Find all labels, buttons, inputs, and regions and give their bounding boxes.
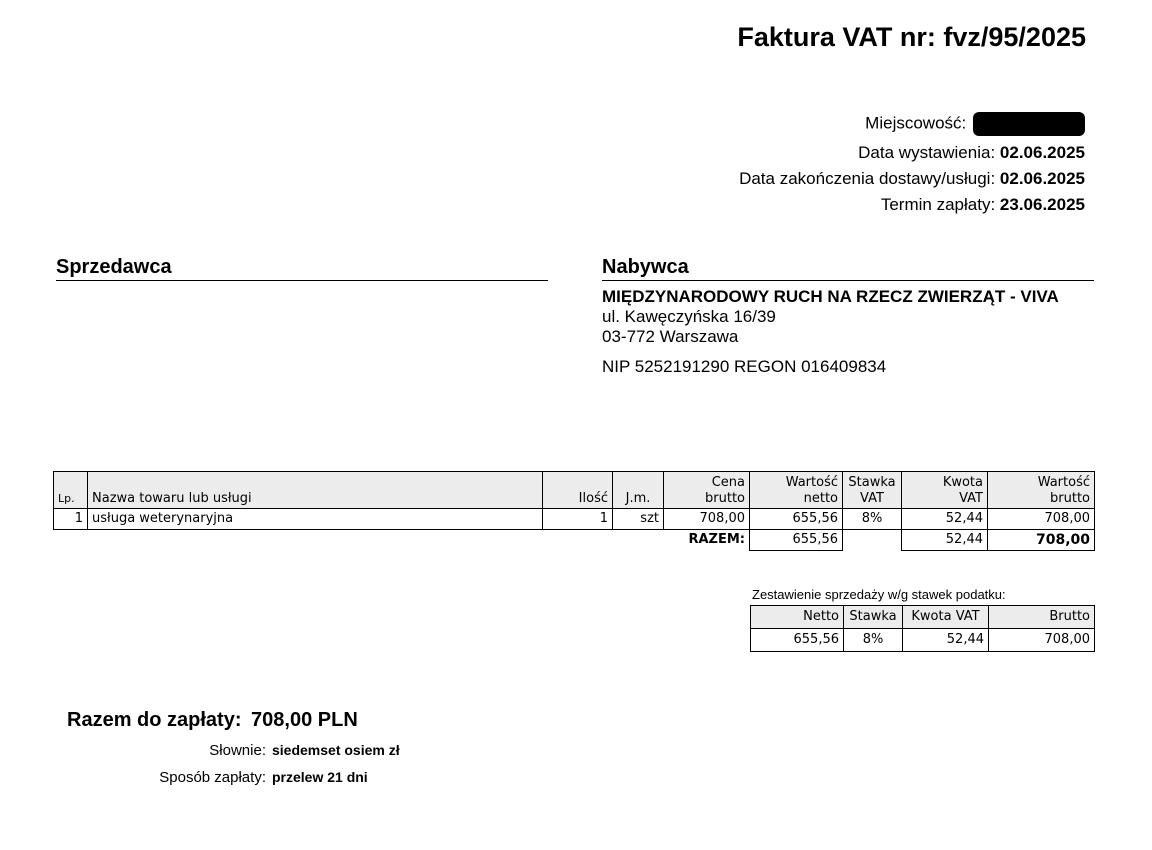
due-date-value: 23.06.2025	[999, 195, 1085, 214]
row-gross: 708,00	[988, 509, 1095, 530]
col-gross	[988, 472, 1095, 509]
redacted-place	[973, 112, 1085, 136]
col-vat-line1: Kwota	[942, 475, 983, 490]
issue-date-label: Data wystawienia:	[858, 143, 996, 162]
summary-col-vat: Kwota VAT	[903, 606, 989, 629]
row-unit: szt	[613, 509, 664, 530]
col-gross-line1: Wartość	[1037, 475, 1090, 490]
summary-caption: Zestawienie sprzedaży w/g stawek podatku:	[752, 587, 1006, 602]
col-vat	[902, 472, 988, 509]
buyer-ids: NIP 5252191290 REGON 016409834	[602, 357, 887, 376]
col-net-line2: netto	[803, 491, 838, 506]
payment-method-label: Sposób zapłaty:	[159, 769, 266, 786]
amount-due	[67, 709, 358, 732]
totals-net: 655,56	[750, 530, 843, 551]
delivery-date-label: Data zakończenia dostawy/usługi:	[739, 169, 996, 188]
due-date-row	[881, 195, 1085, 215]
due-date-label: Termin zapłaty:	[880, 195, 996, 214]
totals-rate-empty	[843, 530, 902, 551]
summary-col-gross: Brutto	[989, 606, 1095, 629]
items-table	[53, 471, 1095, 551]
col-rate	[843, 472, 902, 509]
place-label: Miejscowość:	[865, 113, 967, 133]
invoice-title: Faktura VAT nr: fvz/95/2025	[737, 22, 1086, 52]
col-rate-line2: VAT	[860, 491, 884, 506]
issue-date-value: 02.06.2025	[999, 143, 1085, 162]
place-row	[865, 112, 1085, 136]
row-net: 655,56	[750, 509, 843, 530]
table-row	[54, 509, 1095, 530]
totals-row	[54, 530, 1095, 551]
row-vat: 52,44	[902, 509, 988, 530]
row-qty: 1	[543, 509, 613, 530]
buyer-city: 03-772 Warszawa	[602, 327, 739, 346]
summary-header-row	[751, 606, 1095, 629]
payment-method-row	[62, 769, 368, 786]
col-rate-line1: Stawka	[848, 475, 896, 490]
amount-words-value: siedemset osiem zł	[272, 742, 400, 758]
col-qty: Ilość	[543, 472, 613, 509]
summary-vat: 52,44	[903, 629, 989, 652]
payment-method-value: przelew 21 dni	[272, 769, 368, 785]
totals-gross: 708,00	[988, 530, 1095, 551]
issue-date-row	[858, 143, 1085, 163]
summary-rate: 8%	[844, 629, 903, 652]
col-vat-line2: VAT	[959, 491, 983, 506]
delivery-date-row	[739, 169, 1085, 189]
col-unit: J.m.	[613, 472, 664, 509]
row-name: usługa weterynaryjna	[88, 509, 543, 530]
totals-vat: 52,44	[902, 530, 988, 551]
table-row	[751, 629, 1095, 652]
buyer-street: ul. Kawęczyńska 16/39	[602, 307, 776, 326]
col-gross-line2: brutto	[1050, 491, 1090, 506]
col-price-line2: brutto	[705, 491, 745, 506]
row-price: 708,00	[664, 509, 750, 530]
summary-net: 655,56	[751, 629, 844, 652]
amount-words-row	[62, 742, 400, 759]
summary-gross: 708,00	[989, 629, 1095, 652]
col-price	[664, 472, 750, 509]
col-net	[750, 472, 843, 509]
amount-words-label: Słownie:	[209, 742, 266, 759]
buyer-name: MIĘDZYNARODOWY RUCH NA RZECZ ZWIERZĄT - VIVA	[602, 287, 1059, 306]
buyer-heading: Nabywca	[602, 256, 1094, 281]
col-net-line1: Wartość	[785, 475, 838, 490]
totals-label: RAZEM:	[664, 530, 750, 551]
buyer-details	[602, 287, 1094, 377]
amount-due-value: 708,00 PLN	[251, 709, 358, 731]
summary-table	[750, 605, 1095, 652]
summary-col-net: Netto	[751, 606, 844, 629]
items-header-row	[54, 472, 1095, 509]
delivery-date-value: 02.06.2025	[999, 169, 1085, 188]
row-lp: 1	[54, 509, 88, 530]
seller-heading: Sprzedawca	[56, 256, 548, 281]
amount-due-label: Razem do zapłaty:	[67, 709, 242, 731]
col-name: Nazwa towaru lub usługi	[88, 472, 543, 509]
summary-col-rate: Stawka	[844, 606, 903, 629]
totals-spacer	[54, 530, 664, 551]
col-lp: Lp.	[54, 472, 88, 509]
row-rate: 8%	[843, 509, 902, 530]
col-price-line1: Cena	[711, 475, 745, 490]
